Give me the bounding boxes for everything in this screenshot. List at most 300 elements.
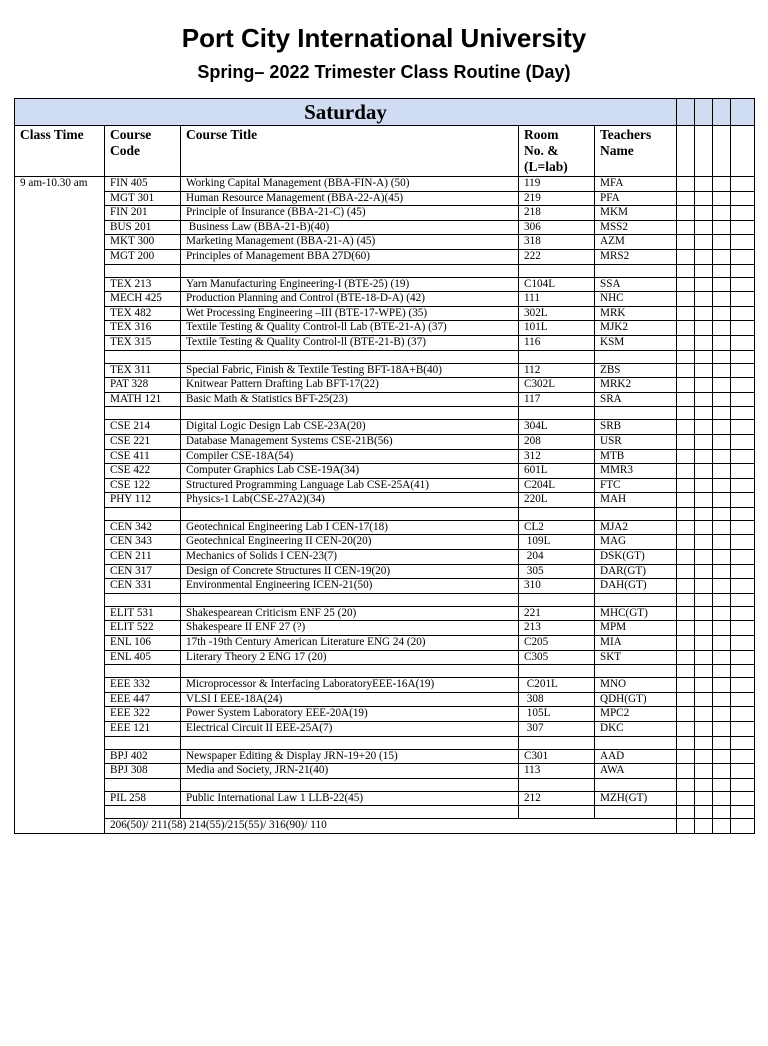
blank-cell <box>695 665 713 678</box>
blank-cell <box>731 378 755 393</box>
course-code: CEN 211 <box>105 550 181 565</box>
course-row <box>15 292 755 307</box>
col-course-title: Course Title <box>181 126 519 177</box>
blank-cell <box>677 507 695 520</box>
blank-cell <box>695 764 713 779</box>
teacher-name: DAH(GT) <box>595 579 677 594</box>
course-title: Media and Society, JRN-21(40) <box>181 764 519 779</box>
blank-cell <box>695 692 713 707</box>
blank-cell <box>519 736 595 749</box>
room-number: 306 <box>519 220 595 235</box>
teacher-name: MRK <box>595 306 677 321</box>
blank-cell <box>677 593 695 606</box>
teacher-name: MAH <box>595 493 677 508</box>
blank-cell <box>695 678 713 693</box>
blank-cell <box>695 191 713 206</box>
blank-cell <box>677 692 695 707</box>
course-code: BPJ 402 <box>105 749 181 764</box>
blank-cell <box>713 177 731 192</box>
room-number: 213 <box>519 621 595 636</box>
blank-cell <box>713 264 731 277</box>
blank-cell <box>713 220 731 235</box>
teacher-name: MIA <box>595 636 677 651</box>
teacher-name: MJK2 <box>595 321 677 336</box>
blank-cell <box>713 606 731 621</box>
course-code: TEX 315 <box>105 335 181 350</box>
teacher-name: USR <box>595 434 677 449</box>
course-row <box>15 378 755 393</box>
teacher-name: MTB <box>595 449 677 464</box>
blank-cell <box>731 220 755 235</box>
blank-cell <box>695 306 713 321</box>
room-number: 601L <box>519 464 595 479</box>
teacher-name: MRK2 <box>595 378 677 393</box>
blank-cell <box>731 392 755 407</box>
blank-cell <box>695 392 713 407</box>
blank-cell <box>713 564 731 579</box>
blank-cell <box>695 579 713 594</box>
blank-cell <box>731 665 755 678</box>
blank-cell <box>677 464 695 479</box>
course-title: Principles of Management BBA 27D(60) <box>181 249 519 264</box>
course-title: Design of Concrete Structures II CEN-19(20) <box>181 564 519 579</box>
blank-cell <box>695 420 713 435</box>
blank-cell <box>731 249 755 264</box>
blank-cell <box>731 819 755 834</box>
room-number: C301 <box>519 749 595 764</box>
course-title: Power System Laboratory EEE-20A(19) <box>181 707 519 722</box>
course-code: EEE 121 <box>105 722 181 737</box>
blank-cell <box>731 277 755 292</box>
blank-cell <box>181 350 519 363</box>
blank-cell <box>731 321 755 336</box>
teacher-name: MZH(GT) <box>595 791 677 806</box>
blank-cell <box>677 350 695 363</box>
course-title: Digital Logic Design Lab CSE-23A(20) <box>181 420 519 435</box>
blank-cell <box>695 449 713 464</box>
course-title: Mechanics of Solids I CEN-23(7) <box>181 550 519 565</box>
col-class-time: Class Time <box>15 126 105 177</box>
course-title: Structured Programming Language Lab CSE-25A(41) <box>181 478 519 493</box>
course-row <box>15 235 755 250</box>
course-title: Knitwear Pattern Drafting Lab BFT-17(22) <box>181 378 519 393</box>
course-code: ENL 405 <box>105 650 181 665</box>
room-number: 220L <box>519 493 595 508</box>
document-header <box>0 22 768 86</box>
blank-cell <box>713 621 731 636</box>
blank-cell <box>677 791 695 806</box>
teacher-name: QDH(GT) <box>595 692 677 707</box>
blank-cell <box>181 665 519 678</box>
blank-cell <box>677 434 695 449</box>
blank-cell <box>677 292 695 307</box>
blank-cell <box>181 593 519 606</box>
blank-cell <box>677 321 695 336</box>
class-routine-table <box>14 98 755 834</box>
course-code: MECH 425 <box>105 292 181 307</box>
course-row <box>15 363 755 378</box>
teacher-name: AAD <box>595 749 677 764</box>
blank-cell <box>677 191 695 206</box>
blank-cell <box>695 407 713 420</box>
blank-cell <box>695 235 713 250</box>
blank-cell <box>519 593 595 606</box>
blank-cell <box>181 806 519 819</box>
room-number: 119 <box>519 177 595 192</box>
course-code: CSE 221 <box>105 434 181 449</box>
course-code: CSE 214 <box>105 420 181 435</box>
teacher-name: MJA2 <box>595 520 677 535</box>
blank-cell <box>695 264 713 277</box>
course-title: Compiler CSE-18A(54) <box>181 449 519 464</box>
room-number: 112 <box>519 363 595 378</box>
blank-cell <box>731 593 755 606</box>
blank-cell <box>677 736 695 749</box>
room-number: CL2 <box>519 520 595 535</box>
blank-cell <box>731 335 755 350</box>
teacher-name: FTC <box>595 478 677 493</box>
blank-cell <box>677 764 695 779</box>
room-number: C205 <box>519 636 595 651</box>
group-separator-row <box>15 407 755 420</box>
course-row <box>15 449 755 464</box>
room-number: 305 <box>519 564 595 579</box>
room-number: 308 <box>519 692 595 707</box>
course-row <box>15 277 755 292</box>
teacher-name: SRB <box>595 420 677 435</box>
blank-cell <box>595 778 677 791</box>
blank-cell <box>695 378 713 393</box>
blank-cell <box>713 579 731 594</box>
blank-cell <box>677 806 695 819</box>
course-row <box>15 550 755 565</box>
course-code: MGT 200 <box>105 249 181 264</box>
blank-cell <box>731 464 755 479</box>
blank-cell <box>731 264 755 277</box>
room-number: 113 <box>519 764 595 779</box>
blank-cell <box>677 378 695 393</box>
blank-cell <box>695 778 713 791</box>
blank-cell <box>595 736 677 749</box>
course-title: Geotechnical Engineering Lab I CEN-17(18) <box>181 520 519 535</box>
blank-cell <box>713 707 731 722</box>
blank-cell <box>731 678 755 693</box>
teacher-name: MMR3 <box>595 464 677 479</box>
blank-cell <box>713 764 731 779</box>
blank-cell <box>731 407 755 420</box>
room-number: 307 <box>519 722 595 737</box>
class-time-text: 9 am-10.30 am <box>20 177 88 189</box>
blank-cell <box>713 650 731 665</box>
course-row <box>15 177 755 192</box>
course-title: Public International Law 1 LLB-22(45) <box>181 791 519 806</box>
teacher-name: DSK(GT) <box>595 550 677 565</box>
blank-cell <box>677 606 695 621</box>
blank-cell <box>677 392 695 407</box>
routine-subtitle: Spring– 2022 Trimester Class Routine (Day) <box>197 62 571 82</box>
course-row <box>15 249 755 264</box>
teacher-name: MRS2 <box>595 249 677 264</box>
blank-cell <box>695 277 713 292</box>
course-row <box>15 764 755 779</box>
blank-cell <box>731 736 755 749</box>
teacher-name: KSM <box>595 335 677 350</box>
room-number: 310 <box>519 579 595 594</box>
blank-cell <box>181 407 519 420</box>
blank-cell <box>677 550 695 565</box>
blank-cell <box>519 350 595 363</box>
course-title: Yarn Manufacturing Engineering-I (BTE-25) (19) <box>181 277 519 292</box>
course-code: TEX 316 <box>105 321 181 336</box>
blank-cell <box>713 292 731 307</box>
blank-cell <box>731 564 755 579</box>
blank-cell <box>713 791 731 806</box>
blank-cell <box>677 264 695 277</box>
blank-cell <box>595 665 677 678</box>
blank-cell <box>695 535 713 550</box>
blank-cell <box>731 420 755 435</box>
course-code: CSE 411 <box>105 449 181 464</box>
teacher-name: SSA <box>595 277 677 292</box>
blank-cell <box>713 464 731 479</box>
blank-cell <box>677 407 695 420</box>
course-code: CSE 422 <box>105 464 181 479</box>
blank-cell <box>731 791 755 806</box>
blank-cell <box>677 363 695 378</box>
course-code: EEE 447 <box>105 692 181 707</box>
blank-cell <box>695 350 713 363</box>
room-number: C204L <box>519 478 595 493</box>
course-code: TEX 213 <box>105 277 181 292</box>
course-title: Newspaper Editing & Display JRN-19+20 (15) <box>181 749 519 764</box>
blank-cell <box>695 434 713 449</box>
course-code: CEN 343 <box>105 535 181 550</box>
blank-cell <box>731 449 755 464</box>
column-header-row <box>15 126 755 177</box>
blank-cell <box>677 778 695 791</box>
course-title: Production Planning and Control (BTE-18-D-A) (42) <box>181 292 519 307</box>
course-row <box>15 692 755 707</box>
blank-cell <box>595 350 677 363</box>
blank-cell <box>713 550 731 565</box>
blank-cell <box>695 606 713 621</box>
blank-cell <box>677 177 695 192</box>
blank-cell <box>105 778 181 791</box>
blank-cell <box>731 806 755 819</box>
course-code: PAT 328 <box>105 378 181 393</box>
course-code: FIN 201 <box>105 206 181 221</box>
blank-cell <box>677 277 695 292</box>
course-row <box>15 434 755 449</box>
blank-cell <box>695 636 713 651</box>
blank-cell <box>713 507 731 520</box>
room-number: 101L <box>519 321 595 336</box>
course-title: Human Resource Management (BBA-22-A)(45) <box>181 191 519 206</box>
blank-cell <box>695 321 713 336</box>
course-title: Textile Testing & Quality Control-ll Lab (BTE-21-A) (37) <box>181 321 519 336</box>
blank-cell <box>695 335 713 350</box>
blank-cell <box>713 478 731 493</box>
course-row <box>15 564 755 579</box>
course-title: Microprocessor & Interfacing LaboratoryEEE-16A(19) <box>181 678 519 693</box>
blank-cell <box>677 722 695 737</box>
blank-cell <box>713 306 731 321</box>
blank-cell <box>181 778 519 791</box>
course-title: Computer Graphics Lab CSE-19A(34) <box>181 464 519 479</box>
blank-cell <box>677 535 695 550</box>
course-title: Marketing Management (BBA-21-A) (45) <box>181 235 519 250</box>
teacher-name: MAG <box>595 535 677 550</box>
teacher-name: AWA <box>595 764 677 779</box>
blank-cell <box>677 449 695 464</box>
blank-cell <box>519 665 595 678</box>
blank-cell <box>695 791 713 806</box>
blank-cell <box>713 722 731 737</box>
course-row <box>15 606 755 621</box>
blank-cell <box>677 478 695 493</box>
blank-cell <box>731 434 755 449</box>
blank-cell <box>713 449 731 464</box>
blank-cell <box>731 722 755 737</box>
blank-cell <box>677 636 695 651</box>
blank-cell <box>519 264 595 277</box>
group-separator-row <box>15 350 755 363</box>
course-title: Principle of Insurance (BBA-21-C) (45) <box>181 206 519 221</box>
teacher-name: MKM <box>595 206 677 221</box>
course-row <box>15 191 755 206</box>
room-number: 105L <box>519 707 595 722</box>
blank-cell <box>677 819 695 834</box>
course-title: Special Fabric, Finish & Textile Testing BFT-18A+B(40) <box>181 363 519 378</box>
blank-cell <box>731 579 755 594</box>
blank-cell <box>731 650 755 665</box>
blank-cell <box>713 378 731 393</box>
blank-cell <box>595 407 677 420</box>
blank-cell <box>713 520 731 535</box>
day-row <box>15 99 755 126</box>
group-separator-row <box>15 736 755 749</box>
blank-cell <box>695 550 713 565</box>
course-row <box>15 306 755 321</box>
class-time-cell <box>15 177 105 834</box>
blank-cell <box>731 606 755 621</box>
course-row <box>15 520 755 535</box>
blank-cell <box>731 478 755 493</box>
room-number: C201L <box>519 678 595 693</box>
blank-cell <box>713 249 731 264</box>
teacher-name: PFA <box>595 191 677 206</box>
course-title: Business Law (BBA-21-B)(40) <box>181 220 519 235</box>
blank-cell <box>677 420 695 435</box>
course-row <box>15 579 755 594</box>
course-title: Textile Testing & Quality Control-ll (BTE-21-B) (37) <box>181 335 519 350</box>
teacher-name: MPM <box>595 621 677 636</box>
course-code: ELIT 531 <box>105 606 181 621</box>
room-number: 318 <box>519 235 595 250</box>
course-row <box>15 335 755 350</box>
blank-cell <box>677 665 695 678</box>
room-number: C302L <box>519 378 595 393</box>
blank-cell <box>677 206 695 221</box>
blank-cell <box>105 736 181 749</box>
course-row <box>15 493 755 508</box>
day-label: Saturday <box>15 99 677 126</box>
course-title: Geotechnical Engineering II CEN-20(20) <box>181 535 519 550</box>
col-teachers: Teachers Name <box>595 126 677 177</box>
course-title: Shakespeare II ENF 27 (?) <box>181 621 519 636</box>
course-title: Database Management Systems CSE-21B(56) <box>181 434 519 449</box>
course-title: 17th -19th Century American Literature ENG 24 (20) <box>181 636 519 651</box>
blank-cell <box>731 206 755 221</box>
room-number: 204 <box>519 550 595 565</box>
blank-cell <box>731 177 755 192</box>
group-separator-row <box>15 264 755 277</box>
room-number: 212 <box>519 791 595 806</box>
blank-cell <box>595 264 677 277</box>
blank-cell <box>731 292 755 307</box>
blank-cell <box>713 206 731 221</box>
blank-cell <box>695 493 713 508</box>
blank-cell <box>695 206 713 221</box>
teacher-name: MFA <box>595 177 677 192</box>
room-number: 221 <box>519 606 595 621</box>
blank-cell <box>695 363 713 378</box>
blank-cell <box>695 507 713 520</box>
blank-cell <box>713 335 731 350</box>
blank-cell <box>713 535 731 550</box>
blank-cell <box>731 749 755 764</box>
course-code: CEN 331 <box>105 579 181 594</box>
course-code: MATH 121 <box>105 392 181 407</box>
course-title: Basic Math & Statistics BFT-25(23) <box>181 392 519 407</box>
course-code: PHY 112 <box>105 493 181 508</box>
blank-cell <box>595 593 677 606</box>
blank-cell <box>677 650 695 665</box>
blank-cell <box>677 678 695 693</box>
blank-cell <box>519 507 595 520</box>
course-row <box>15 749 755 764</box>
blank-cell <box>105 264 181 277</box>
room-number: 222 <box>519 249 595 264</box>
university-title: Port City International University <box>181 23 587 53</box>
blank-cell <box>713 235 731 250</box>
blank-cell <box>713 778 731 791</box>
course-row <box>15 206 755 221</box>
blank-cell <box>713 321 731 336</box>
teacher-name: AZM <box>595 235 677 250</box>
teacher-name: DAR(GT) <box>595 564 677 579</box>
blank-cell <box>713 819 731 834</box>
blank-cell <box>695 736 713 749</box>
blank-cell <box>677 520 695 535</box>
blank-cell <box>713 593 731 606</box>
course-code: EEE 322 <box>105 707 181 722</box>
blank-cell <box>713 636 731 651</box>
blank-cell <box>713 493 731 508</box>
blank-cell <box>695 177 713 192</box>
blank-cell <box>695 464 713 479</box>
course-code: ELIT 522 <box>105 621 181 636</box>
blank-cell <box>731 493 755 508</box>
blank-cell <box>731 535 755 550</box>
course-row <box>15 722 755 737</box>
course-code: CEN 317 <box>105 564 181 579</box>
room-number: 109L <box>519 535 595 550</box>
blank-cell <box>731 520 755 535</box>
course-code: TEX 311 <box>105 363 181 378</box>
blank-cell <box>731 550 755 565</box>
blank-cell <box>713 749 731 764</box>
